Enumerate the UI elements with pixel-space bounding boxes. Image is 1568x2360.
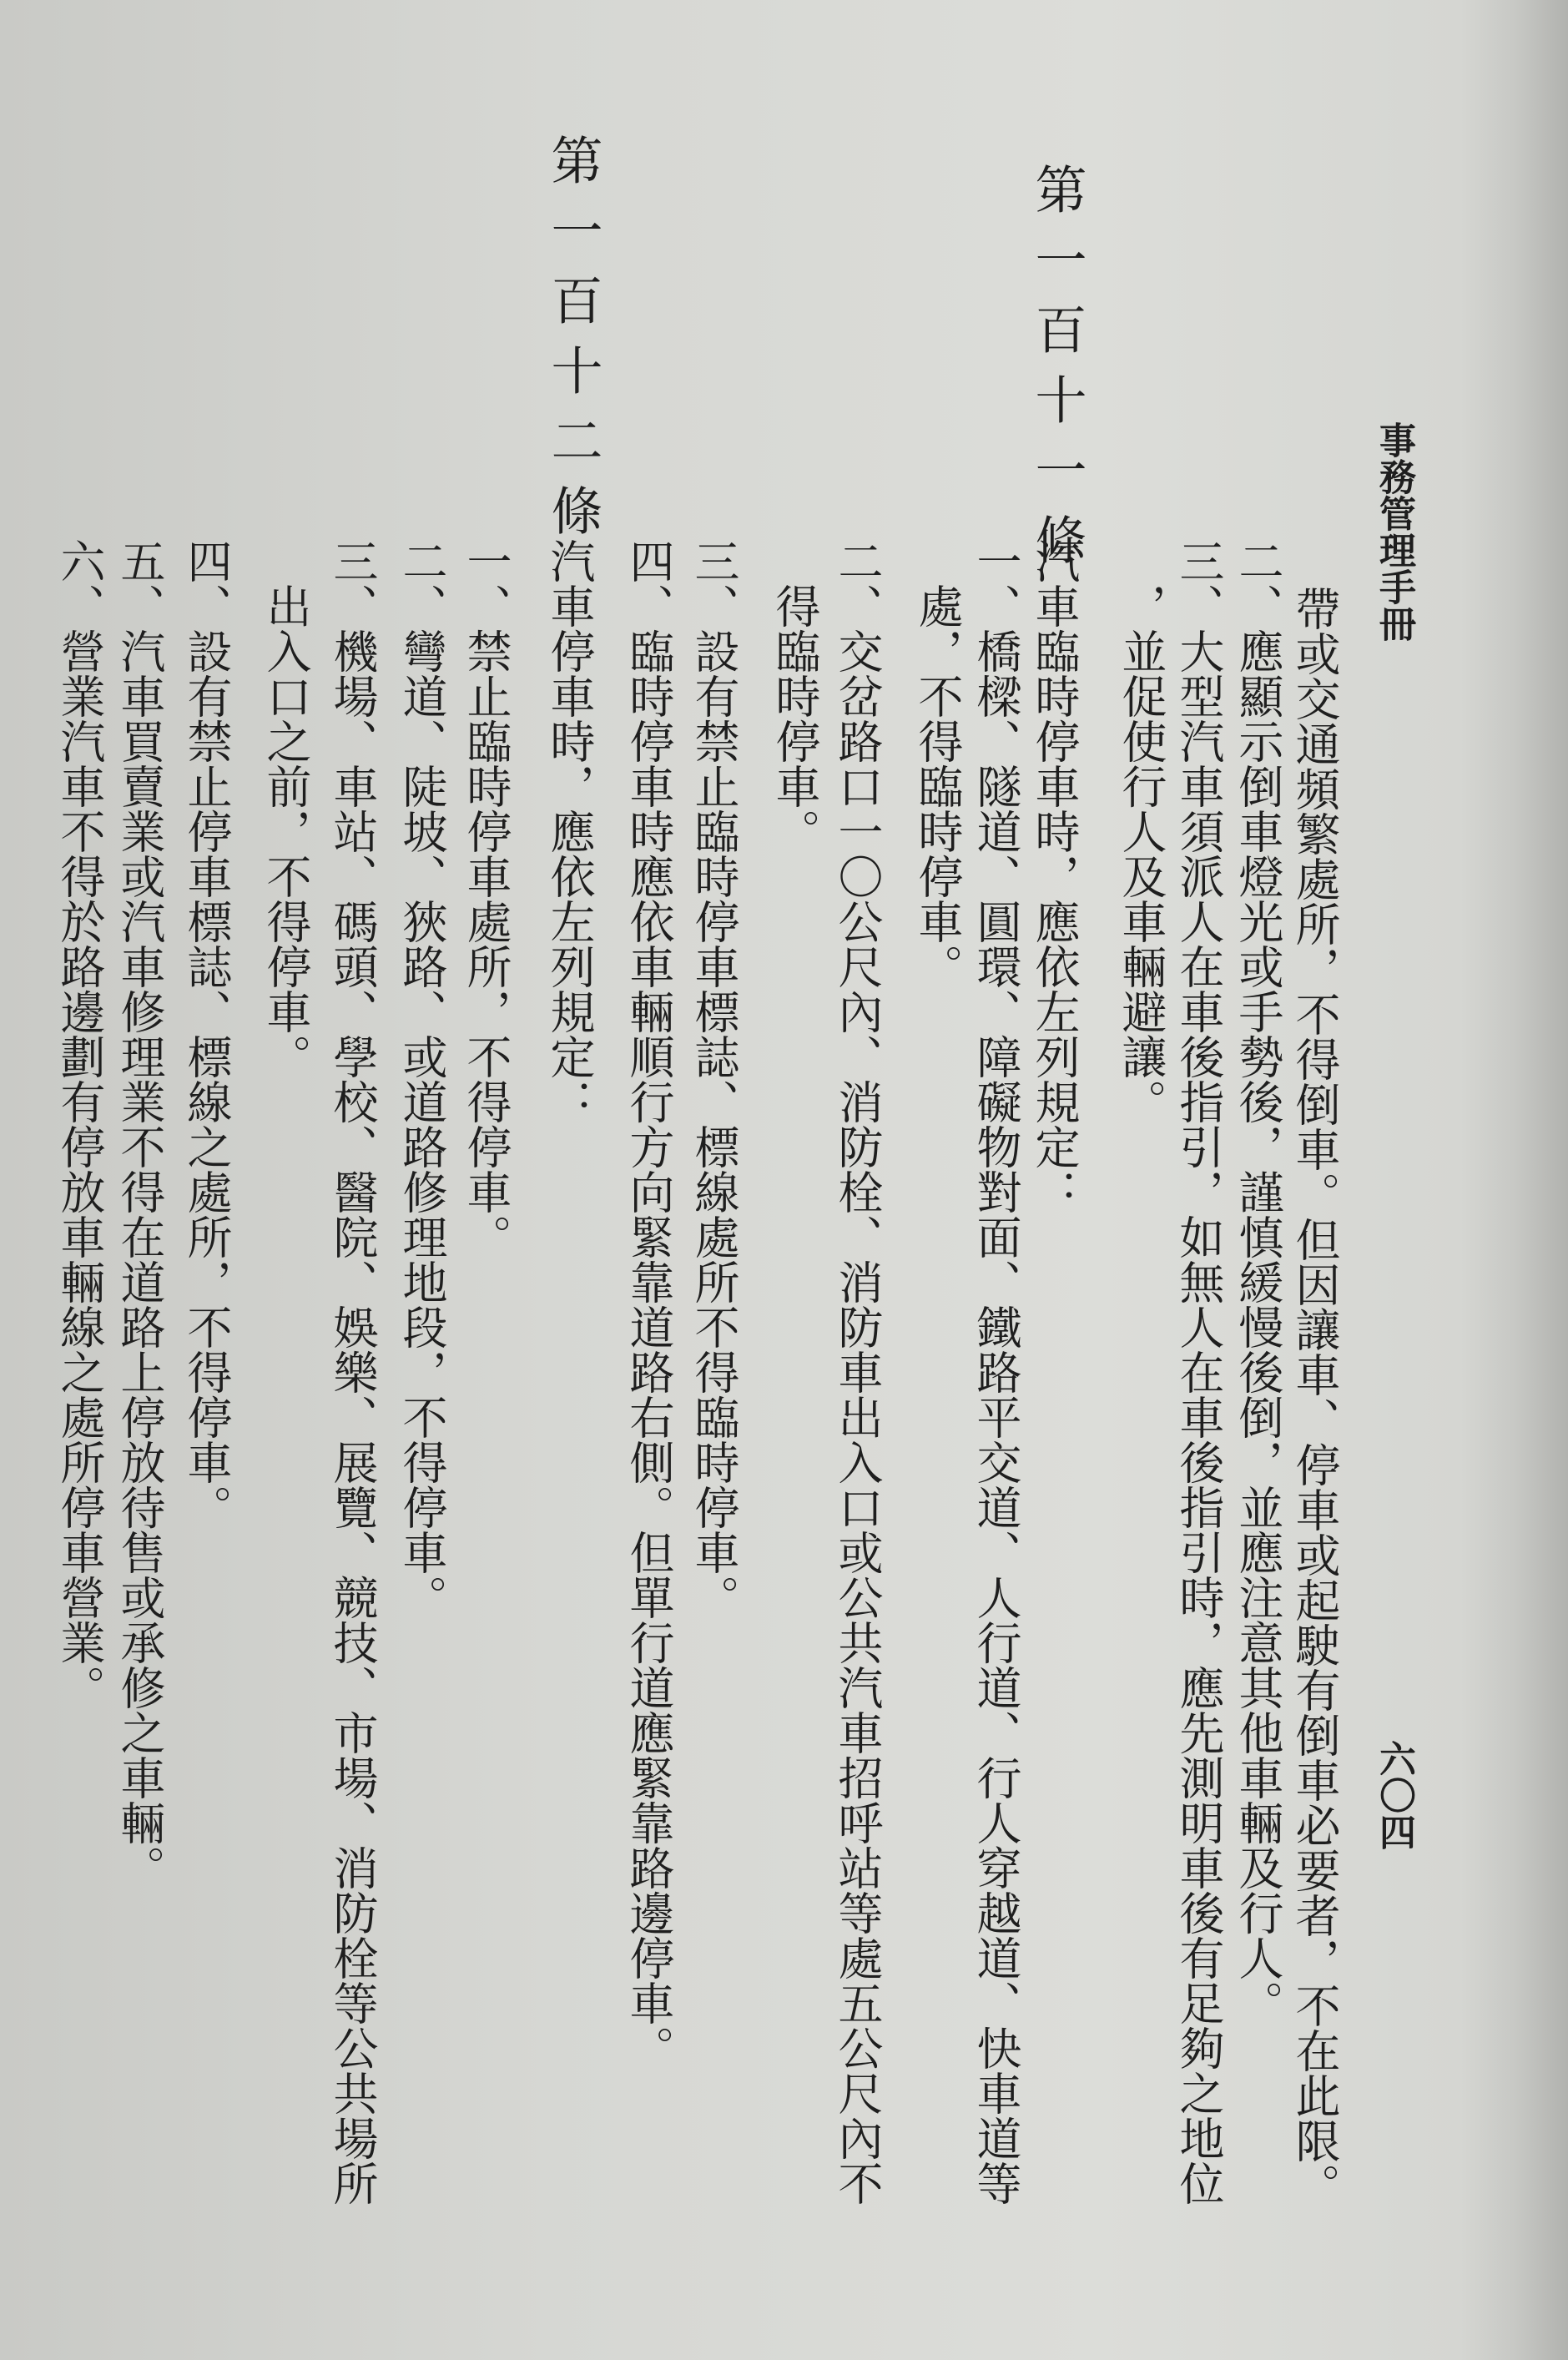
page-number: 六〇四 (1373, 1740, 1415, 1850)
text-line: 二、交岔路口一〇公尺內、消防栓、消防車出入口或公共汽車招呼站等處五公尺內不 (831, 538, 884, 2206)
article-title: 第一百十一條 (1026, 163, 1087, 583)
text-line: 帶或交通頻繁處所，不得倒車。但因讓車、停車或起駛有倒車必要者，不在此限。 (1288, 586, 1341, 2208)
book-title: 事務管理手冊 (1373, 421, 1415, 642)
text-line: 三、設有禁止臨時停車標誌、標線處所不得臨時停車。 (688, 538, 740, 1620)
binding-shadow (1460, 0, 1568, 2360)
text-line: 一、橋樑、隧道、圓環、障礙物對面、鐵路平交道、人行道、行人穿越道、快車道等 (970, 538, 1022, 2206)
text-line: 三、大型汽車須派人在車後指引，如無人在車後指引時，應先測明車後有足夠之地位 (1172, 538, 1225, 2206)
text-line: 汽車臨時停車時，應依左列規定： (1028, 538, 1081, 1214)
text-line: 五、汽車買賣業或汽車修理業不得在道路上停放待售或承修之車輛。 (113, 538, 166, 1890)
article-title: 第一百十二條 (542, 134, 603, 554)
text-line: 四、設有禁止停車標誌、標線之處所，不得停車。 (180, 538, 233, 1530)
text-line: 六、營業汽車不得於路邊劃有停放車輛線之處所停車營業。 (53, 538, 106, 1710)
text-line: 處，不得臨時停車。 (911, 538, 964, 989)
text-line: 汽車停車時，應依左列規定： (543, 538, 596, 1124)
text-line: 得臨時停車。 (769, 538, 821, 854)
text-line: 四、臨時停車時應依車輛順行方向緊靠道路右側。但單行道應緊靠路邊停車。 (623, 538, 675, 2070)
text-line: 出入口之前，不得停車。 (260, 538, 312, 1079)
text-line: 二、彎道、陡坡、狹路、或道路修理地段，不得停車。 (396, 538, 448, 1620)
text-line: ，並促使行人及車輛避讓。 (1115, 538, 1167, 1124)
text-line: 三、機場、車站、碼頭、學校、醫院、娛樂、展覽、競技、市場、消防栓等公共場所 (326, 538, 379, 2206)
text-line: 一、禁止臨時停車處所，不得停車。 (460, 538, 512, 1259)
text-line: 二、應顯示倒車燈光或手勢後，謹慎緩慢後倒，並應注意其他車輛及行人。 (1232, 538, 1284, 2025)
